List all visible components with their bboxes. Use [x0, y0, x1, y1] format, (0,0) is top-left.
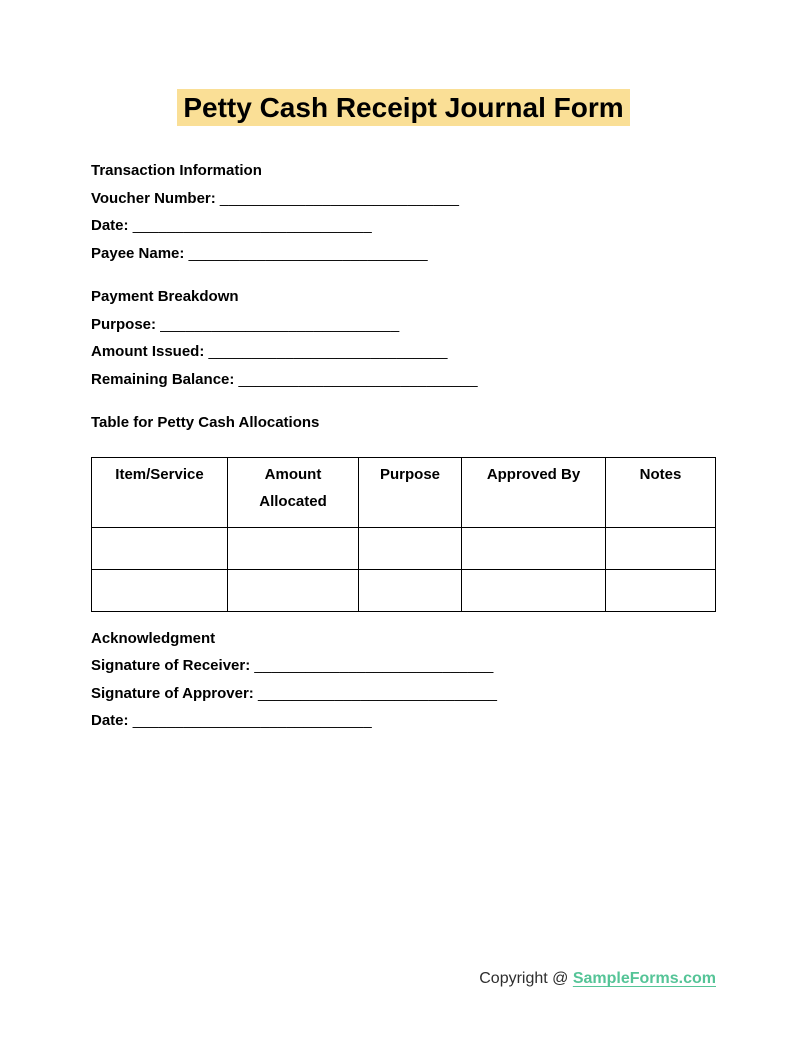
field-voucher-number: [91, 185, 716, 213]
section-heading-table-allocations: Table for Petty Cash Allocations: [91, 414, 320, 431]
sampleforms-link[interactable]: SampleForms.com: [572, 970, 716, 987]
table-cell: [606, 527, 716, 569]
table-cell: [228, 527, 359, 569]
table-cell: [92, 569, 228, 611]
table-cell: [359, 527, 462, 569]
footer: [479, 968, 716, 989]
column-header-purpose: Purpose: [359, 457, 462, 527]
section-heading-acknowledgment: Acknowledgment: [91, 629, 216, 647]
field-amount-issued: [91, 338, 716, 366]
section-transaction-information: [91, 157, 716, 267]
field-purpose: [91, 311, 716, 339]
blank-line: ____________________________: [132, 217, 372, 234]
table-cell: [359, 569, 462, 611]
blank-line: ____________________________: [238, 370, 478, 388]
field-label: Signature of Approver:: [91, 684, 254, 702]
blank-line: ____________________________: [188, 244, 428, 262]
column-header-approved-by: Approved By: [462, 457, 606, 527]
petty-cash-allocations-table: [91, 457, 716, 612]
field-label: Amount Issued:: [91, 343, 205, 360]
field-label: Payee Name:: [91, 244, 185, 262]
field-signature-of-approver: [91, 680, 716, 708]
field-payee-name: [91, 240, 716, 268]
table-cell: [606, 569, 716, 611]
title-container: [91, 89, 716, 126]
blank-line: ____________________________: [132, 712, 372, 729]
copyright-text: Copyright @: [479, 970, 573, 987]
table-row: [92, 569, 716, 611]
field-label: Date:: [91, 712, 129, 729]
column-header-item-service: Item/Service: [92, 457, 228, 527]
blank-line: ____________________________: [219, 189, 460, 207]
field-label: Signature of Receiver:: [91, 657, 251, 674]
blank-line: ____________________________: [254, 657, 494, 674]
section-heading-transaction-information: Transaction Information: [91, 162, 262, 179]
field-date: [91, 212, 716, 240]
field-remaining-balance: [91, 366, 716, 394]
blank-line: ____________________________: [257, 684, 498, 702]
field-label: Remaining Balance:: [91, 370, 235, 388]
section-payment-breakdown: [91, 283, 716, 393]
section-acknowledgment: [91, 625, 716, 735]
section-heading-payment-breakdown: Payment Breakdown: [91, 288, 239, 305]
table-cell: [462, 527, 606, 569]
field-label: Voucher Number:: [91, 189, 216, 207]
field-acknowledgment-date: [91, 707, 716, 735]
field-signature-of-receiver: [91, 652, 716, 680]
table-row: [92, 527, 716, 569]
page-title: Petty Cash Receipt Journal Form: [177, 89, 629, 126]
blank-line: ____________________________: [160, 315, 400, 333]
field-label: Purpose:: [91, 315, 157, 333]
table-cell: [228, 569, 359, 611]
table-cell: [92, 527, 228, 569]
column-header-amount-allocated: Amount Allocated: [228, 457, 359, 527]
field-label: Date:: [91, 217, 129, 234]
blank-line: ____________________________: [208, 343, 448, 360]
column-header-notes: Notes: [606, 457, 716, 527]
table-cell: [462, 569, 606, 611]
table-header-row: [92, 457, 716, 527]
